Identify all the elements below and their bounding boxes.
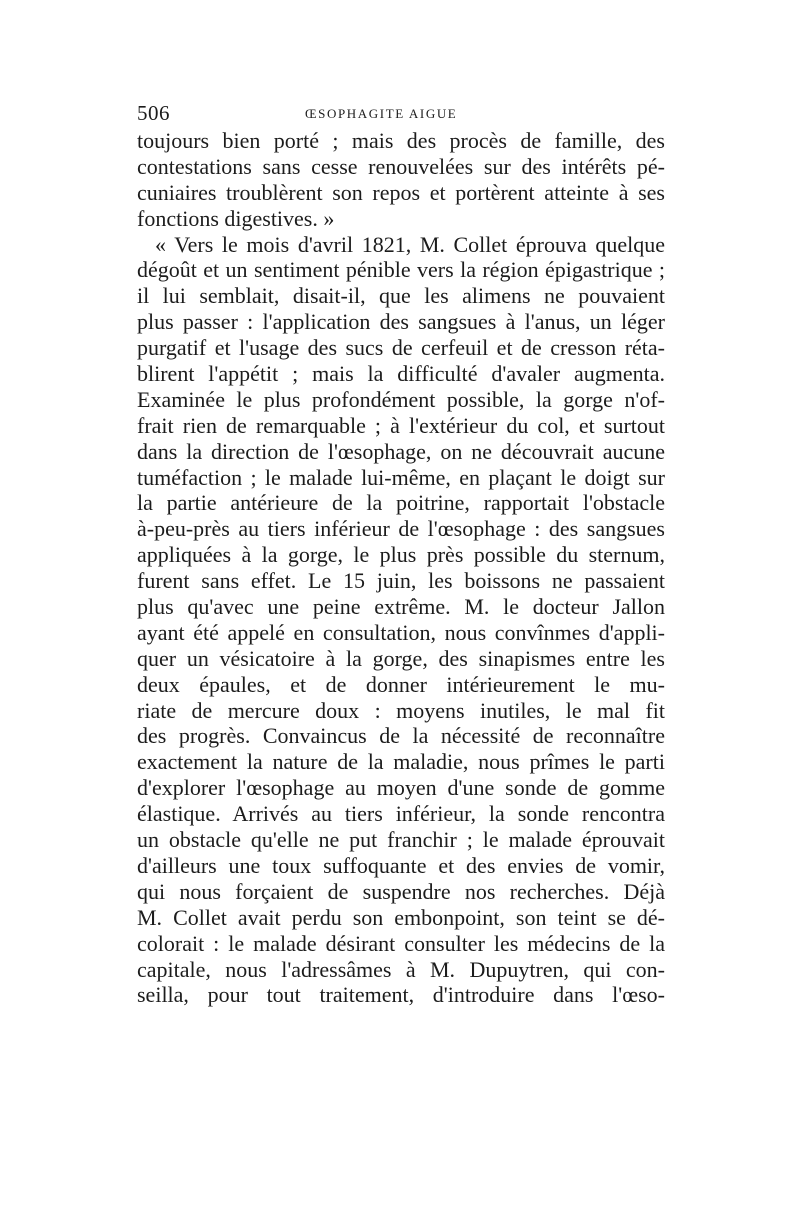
text-line: deux épaules, et de donner intérieurement le mu- <box>137 671 665 697</box>
text-line: riate de mercure doux : moyens inutiles, le mal fit <box>137 697 665 723</box>
text-line: des progrès. Convaincus de la nécessité de reconnaître <box>137 723 665 749</box>
text-line: contestations sans cesse renouvelées sur des intérêts pé- <box>137 153 665 179</box>
text-line: plus qu'avec une peine extrême. M. le docteur Jallon <box>137 594 665 620</box>
page-header <box>137 101 665 127</box>
text-line: furent sans effet. Le 15 juin, les boissons ne passaient <box>137 568 665 594</box>
text-line: blirent l'appétit ; mais la difficulté d'avaler augmenta. <box>137 361 665 387</box>
text-line: « Vers le mois d'avril 1821, M. Collet éprouva quelque <box>155 231 665 257</box>
text-line: frait rien de remarquable ; à l'extérieur du col, et surtout <box>137 412 665 438</box>
text-line: il lui semblait, disait-il, que les alimens ne pouvaient <box>137 283 665 309</box>
running-head: ŒSOPHAGITE AIGUE <box>305 106 458 121</box>
text-line: d'explorer l'œsophage au moyen d'une sonde de gomme <box>137 775 665 801</box>
text-line: la partie antérieure de la poitrine, rapportait l'obstacle <box>137 490 665 516</box>
text-line: ayant été appelé en consultation, nous convînmes d'appli- <box>137 619 665 645</box>
text-line: tuméfaction ; le malade lui-même, en plaçant le doigt sur <box>137 464 665 490</box>
text-line: qui nous forçaient de suspendre nos recherches. Déjà <box>137 878 665 904</box>
text-line: un obstacle qu'elle ne put franchir ; le malade éprouvait <box>137 827 665 853</box>
text-line: M. Collet avait perdu son embonpoint, son teint se dé- <box>137 904 665 930</box>
text-line: dans la direction de l'œsophage, on ne découvrait aucune <box>137 438 665 464</box>
text-line: Examinée le plus profondément possible, la gorge n'of- <box>137 386 665 412</box>
text-line: dégoût et un sentiment pénible vers la région épigastrique ; <box>137 257 665 283</box>
text-line: colorait : le malade désirant consulter les médecins de la <box>137 930 665 956</box>
text-line: appliquées à la gorge, le plus près possible du sternum, <box>137 542 665 568</box>
text-line: seilla, pour tout traitement, d'introduire dans l'œso- <box>137 982 665 1008</box>
text-line: fonctions digestives. » <box>137 205 335 231</box>
text-line: capitale, nous l'adressâmes à M. Dupuytren, qui con- <box>137 956 665 982</box>
text-line: quer un vésicatoire à la gorge, des sinapismes entre les <box>137 645 665 671</box>
text-line: à-peu-près au tiers inférieur de l'œsophage : des sangsues <box>137 516 665 542</box>
text-line: plus passer : l'application des sangsues à l'anus, un léger <box>137 309 665 335</box>
page-number: 506 <box>137 101 170 125</box>
text-line: d'ailleurs une toux suffoquante et des envies de vomir, <box>137 852 665 878</box>
text-line: toujours bien porté ; mais des procès de famille, des <box>137 128 665 153</box>
text-line: cuniaires troublèrent son repos et portèrent atteinte à ses <box>137 179 665 205</box>
text-line: purgatif et l'usage des sucs de cerfeuil et de cresson réta- <box>137 335 665 361</box>
text-line: élastique. Arrivés au tiers inférieur, la sonde rencontra <box>137 801 665 827</box>
body-text <box>137 128 665 1008</box>
text-line: exactement la nature de la maladie, nous prîmes le parti <box>137 749 665 775</box>
